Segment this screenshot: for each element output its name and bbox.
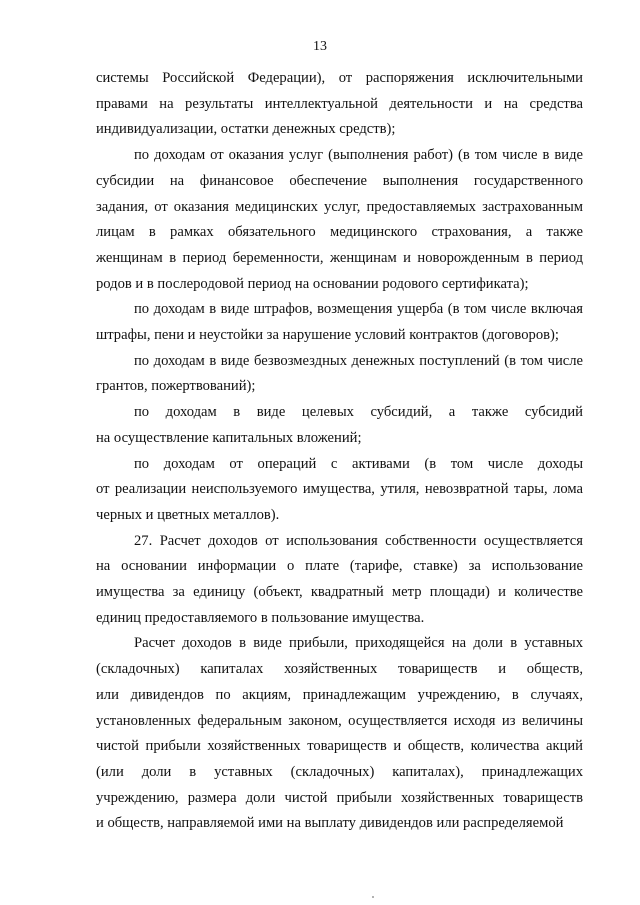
text-line: лицам в рамках обязательного медицинского страхования, а также: [96, 224, 583, 241]
text-line: штрафы, пени и неустойки за нарушение условий контрактов (договоров);: [96, 327, 559, 344]
text-line: на осуществление капитальных вложений;: [96, 429, 362, 446]
paragraph: [96, 349, 583, 400]
text-line: грантов, пожертвований);: [96, 378, 256, 395]
text-line: по доходам в виде целевых субсидий, а также субсидий: [134, 404, 583, 421]
text-line: или дивидендов по акциям, принадлежащим учреждению, в случаях,: [96, 686, 583, 703]
text-line: субсидии на финансовое обеспечение выполнения государственного: [96, 172, 583, 189]
paragraph: [96, 297, 583, 348]
paragraph: [96, 143, 583, 297]
text-line: (или доли в уставных (складочных) капиталах), принадлежащих: [96, 763, 583, 780]
text-line: чистой прибыли хозяйственных товариществ и обществ, количества акций: [96, 738, 583, 755]
paragraph: [96, 452, 583, 529]
text-line: от реализации неиспользуемого имущества, утиля, невозвратной тары, лома: [96, 481, 583, 498]
document-body: [96, 66, 583, 837]
text-line: родов и в послеродовой период на основании родового сертификата);: [96, 275, 529, 292]
paragraph: [96, 529, 583, 632]
text-line: по доходам от оказания услуг (выполнения работ) (в том числе в виде: [134, 147, 583, 164]
text-line: задания, от оказания медицинских услуг, предоставляемых застрахованным: [96, 198, 583, 215]
text-line: правами на результаты интеллектуальной деятельности и на средства: [96, 95, 583, 112]
text-line: черных и цветных металлов).: [96, 506, 280, 523]
text-line: по доходам от операций с активами (в том числе доходы: [134, 455, 583, 472]
text-line: учреждению, размера доли чистой прибыли хозяйственных товариществ: [96, 789, 583, 806]
text-line: 27. Расчет доходов от использования собственности осуществляется: [134, 532, 583, 549]
text-line: индивидуализации, остатки денежных средств);: [96, 121, 396, 138]
text-line: по доходам в виде штрафов, возмещения ущерба (в том числе включая: [134, 301, 583, 318]
text-line: системы Российской Федерации), от распоряжения исключительными: [96, 70, 583, 86]
text-line: по доходам в виде безвозмездных денежных поступлений (в том числе: [134, 352, 583, 369]
page-number: 13: [313, 39, 327, 54]
text-line: установленных федеральным законом, осуществляется исходя из величины: [96, 712, 583, 729]
paragraph: [96, 631, 583, 837]
text-line: женщинам в период беременности, женщинам и новорожденным в период: [96, 249, 583, 266]
text-line: Расчет доходов в виде прибыли, приходящейся на доли в уставных: [134, 635, 583, 652]
text-line: и обществ, направляемой ими на выплату дивидендов или распределяемой: [96, 815, 564, 832]
paragraph: [96, 400, 583, 451]
scan-speck: [372, 896, 374, 898]
paragraph: [96, 66, 583, 143]
text-line: на основании информации о плате (тарифе, ставке) за использование: [96, 558, 583, 575]
text-line: имущества за единицу (объект, квадратный метр площади) и количестве: [96, 584, 583, 601]
text-line: единиц предоставляемого в пользование имущества.: [96, 609, 425, 626]
text-line: (складочных) капиталах хозяйственных товариществ и обществ,: [96, 661, 583, 678]
